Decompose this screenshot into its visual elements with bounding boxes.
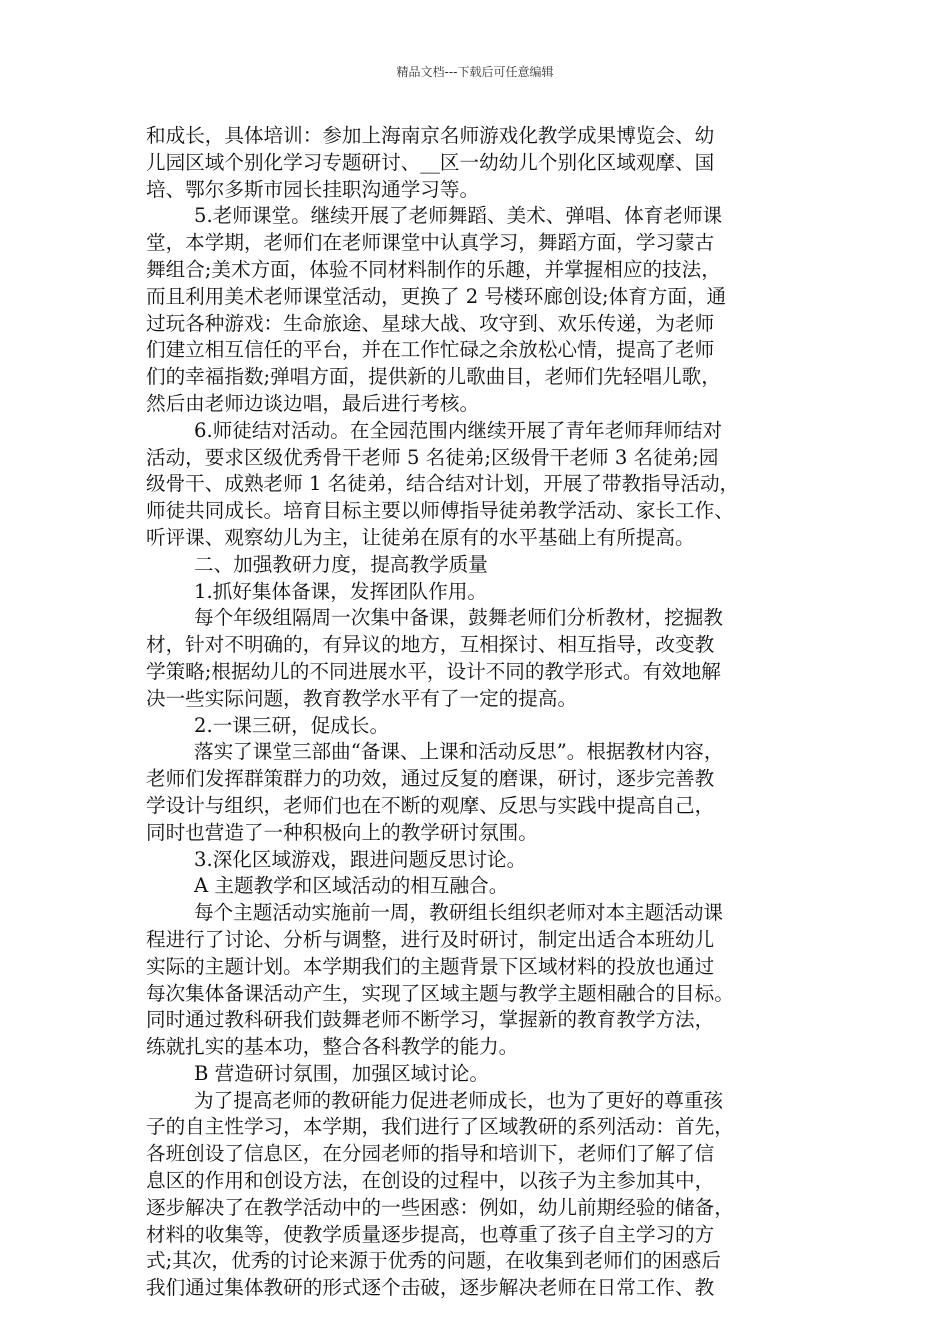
text-line: 3.深化区域游戏，跟进问题反思讨论。 [194,847,527,871]
text-line: 活动，要求区级优秀骨干老师 5 名徒弟;区级骨干老师 3 名徒弟;园 [146,445,719,469]
text-line: 师徒共同成长。培育目标主要以师傅指导徒弟教学活动、家长工作、 [146,499,734,523]
text-line: 听评课、观察幼儿为主，让徒弟在原有的水平基础上有所提高。 [146,525,695,549]
text-line: 子的自主性学习，本学期，我们进行了区域教研的系列活动：首先， [146,1115,734,1139]
text-line: 们建立相互信任的平台，并在工作忙碌之余放松心情，提高了老师 [146,338,715,362]
text-line: 过玩各种游戏：生命旅途、星球大战、攻守到、欢乐传递，为老师 [146,311,715,335]
text-line: 我们通过集体教研的形式逐个击破，逐步解决老师在日常工作、教 [146,1276,715,1300]
text-line: 每个年级组隔周一次集中备课，鼓舞老师们分析教材，挖掘教 [194,606,724,630]
text-line: 逐步解决了在教学活动中的一些困惑：例如，幼儿前期经验的储备， [146,1195,734,1219]
text-line: 和成长，具体培训：参加上海南京名师游戏化教学成果博览会、幼 [146,124,715,147]
text-line: 实际的主题计划。本学期我们的主题背景下区域材料的投放也通过 [146,954,715,978]
text-line: 2.一课三研，促成长。 [194,713,390,737]
document-body [146,123,806,1302]
text-line: 落实了课堂三部曲“备课、上课和活动反思”。根据教材内容， [194,740,724,764]
text-line: 级骨干、成熟老师 1 名徒弟，结合结对计划，开展了带教指导活动， [146,472,740,496]
text-line: 学策略;根据幼儿的不同进展水平，设计不同的教学形式。有效地解 [146,659,721,683]
text-line: 老师们发挥群策群力的功效，通过反复的磨课，研讨，逐步完善教 [146,767,715,791]
text-line: A 主题教学和区域活动的相互融合。 [194,874,509,898]
text-line: 各班创设了信息区，在分园老师的指导和培训下，老师们了解了信 [146,1142,715,1166]
text-line: 然后由老师边谈边唱，最后进行考核。 [146,391,480,415]
text-line: 同时通过教科研我们鼓舞老师不断学习，掌握新的教育教学方法， [146,1008,715,1032]
text-line: 式;其次，优秀的讨论来源于优秀的问题，在收集到老师们的困惑后 [146,1249,721,1273]
text-line: 练就扎实的基本功，整合各科教学的能力。 [146,1035,519,1059]
text-line: 材，针对不明确的，有异议的地方，互相探讨、相互指导，改变教 [146,633,715,657]
text-line: 程进行了讨论、分析与调整，进行及时研讨，制定出适合本班幼儿 [146,927,715,951]
text-line: 每次集体备课活动产生，实现了区域主题与教学主题相融合的目标。 [146,981,734,1005]
text-line: 同时也营造了一种积极向上的教学研讨氛围。 [146,820,538,844]
text-line: 学设计与组织，老师们也在不断的观摩、反思与实践中提高自己， [146,793,715,817]
text-line: 二、加强教研力度，提高教学质量 [194,552,488,576]
text-line: 舞组合;美术方面，体验不同材料制作的乐趣，并掌握相应的技法， [146,257,721,281]
text-line: 1.抓好集体备课，发挥团队作用。 [194,579,488,603]
text-line: 材料的收集等，使教学质量逐步提高，也尊重了孩子自主学习的方 [146,1222,715,1246]
text-line: 培、鄂尔多斯市园长挂职沟通学习等。 [146,177,480,201]
text-line: 6.师徒结对活动。在全园范围内继续开展了青年老师拜师结对 [194,418,723,442]
text-line: 为了提高老师的教研能力促进老师成长，也为了更好的尊重孩 [194,1088,724,1112]
text-line: 息区的作用和创设方法，在创设的过程中，以孩子为主参加其中， [146,1169,715,1193]
text-line: 儿园区域个别化学习专题研讨、__区一幼幼儿个别化区域观摩、国 [146,150,715,174]
text-line: 5.老师课堂。继续开展了老师舞蹈、美术、弹唱、体育老师课 [194,204,723,228]
text-line: 堂，本学期，老师们在老师课堂中认真学习，舞蹈方面，学习蒙古 [146,231,715,255]
page-header: 精品文档---下载后可任意编辑 [396,65,554,79]
text-line: 决一些实际问题，教育教学水平有了一定的提高。 [146,686,578,710]
text-line: 每个主题活动实施前一周，教研组长组织老师对本主题活动课 [194,901,724,925]
text-line: 而且利用美术老师课堂活动，更换了 2 号楼环廊创设;体育方面，通 [146,284,727,308]
text-line: B 营造研讨氛围，加强区域讨论。 [194,1061,489,1085]
text-line: 们的幸福指数;弹唱方面，提供新的儿歌曲目，老师们先轻唱儿歌， [146,365,721,389]
